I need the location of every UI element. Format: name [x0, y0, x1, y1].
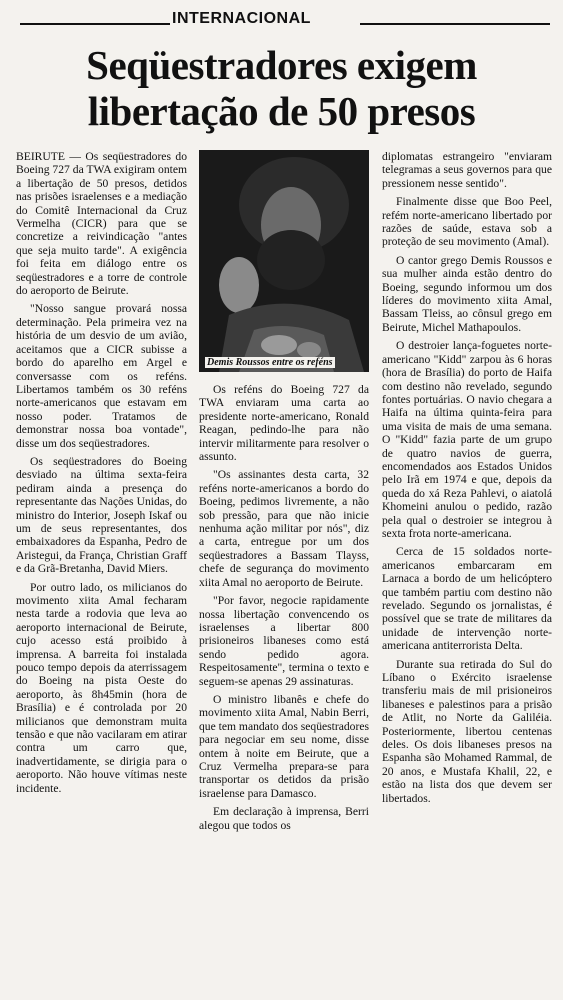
- article-column-3: [382, 150, 552, 810]
- paragraph: Os reféns do Boeing 727 da TWA enviaram uma carta ao presidente norte-americano, Ronald Reagan, pedindo-lhe para não intervir militarmente para resolver o assunto.: [199, 383, 369, 464]
- paragraph: Em declaração à imprensa, Berri alegou que todos os: [199, 805, 369, 832]
- paragraph: "Nosso sangue provará nossa determinação. Pela primeira vez na história de um desvio de um avião, aceitamos que a CICR subisse a bordo do aparelho em Argel e conversasse com os reféns. Libertamos também os 30 reféns norte-americanos que estavam em nosso poder. Tratamos de demonstrar nossa boa vontade", disse um dos seqüestradores.: [16, 302, 187, 450]
- paragraph: O ministro libanês e chefe do movimento xiita Amal, Nabin Berri, que tem mandato dos seqüestradores para negociar em seu nome, disse ontem à noite em Beirute, que a Cruz Vermelha prepara-se para transportar os detidos da prisão israelense para Damasco.: [199, 692, 369, 800]
- paragraph: Por outro lado, os milicianos do movimento xiita Amal fecharam nesta tarde a rodovia que leva ao aeroporto internacional de Beirute, cujo acesso está proibido à imprensa. A barreita foi instalada pouco tempo depois da aterrissagem do Boeing na pista Oeste do aeroporto, às 8h45min (hora de Brasília) e é controlada por 20 milicianos que demonstram muita tensão e que não vacilaram em atirar contra um carro que, inadvertidamente, se dirigia para o aeroporto. Não houve vítimas neste incidente.: [16, 580, 187, 795]
- paragraph: "Por favor, negocie rapidamente nossa libertação convencendo os israelenses a libertar 800 prisioneiros libaneses como está sendo pedido agora. Respeitosamente", termina o texto e seguem-se apenas 29 assinaturas.: [199, 594, 369, 688]
- article-column-1: [16, 150, 187, 800]
- section-header: [0, 10, 563, 32]
- paragraph: Cerca de 15 soldados norte-americanos embarcaram em Larnaca a bordo de um helicóptero que também partiu com destino não revelado. Segundo os jornalistas, é possível que se trate de militares da unidade de intervenção norte-americana antiterrorista Delta.: [382, 545, 552, 653]
- paragraph: Os seqüestradores do Boeing desviado na última sexta-feira pediram ainda a presença do representante das Nações Unidas, do ministro do Interior, Joseph Iskaf ou um de seus representantes, dos embaixadores da Espanha, Pedro de Aristegui, da França, Christian Graff e da Grã-Bretanha, David Miers.: [16, 454, 187, 576]
- headline-line-1: Seqüestradores exigem: [86, 42, 477, 88]
- paragraph: O cantor grego Demis Roussos e sua mulher ainda estão dentro do Boeing, segundo informou um dos líderes do movimento xiita Amal, Bassam Tleiss, ao cônsul grego em Beirute, Michel Mathapoulos.: [382, 253, 552, 334]
- section-label: INTERNACIONAL: [172, 10, 311, 27]
- photo-demis-roussos: [199, 150, 369, 372]
- photo-image: [199, 150, 369, 372]
- paragraph: Finalmente disse que Boo Peel, refém norte-americano libertado por razões de saúde, estava sob a proteção de seu movimento (Amal).: [382, 195, 552, 249]
- section-rule-left: [20, 23, 170, 25]
- paragraph: Durante sua retirada do Sul do Líbano o Exército israelense transferiu mais de mil prisioneiros libaneses e palestinos para a prisão de Atlit, no Norte da Galiléia. Posteriormente, libertou centenas deles. Os dois libaneses presos na Espanha são Mohamed Rammal, de 20 anos, e Mustafa Khalil, 22, e estão na lista dos que devem ser libertados.: [382, 657, 552, 805]
- paragraph: O destroier lança-foguetes norte-americano "Kidd" zarpou às 6 horas (hora de Brasília) do porto de Haifa com destino não revelado, segundo fontes portuárias. O navio chegara a Haifa na última quinta-feira para uma visita de mais de uma semana. O "Kidd" fazia parte de um grupo de quatro navios de guerra, encomendados aos Estados Unidos pelo Irã em 1974 e que, depois da queda do xá Reza Pahlevi, o aiatolá Khomeini anulou o pedido, razão pela qual o destroier se integrou à sexta frota norte-americana.: [382, 339, 552, 540]
- headline: [10, 42, 553, 134]
- article-column-2: [199, 383, 369, 837]
- section-rule-right: [360, 23, 550, 25]
- paragraph: "Os assinantes desta carta, 32 reféns norte-americanos a bordo do Boeing, pedimos livremente, a não sob pressão, para que não inicie nenhuma ação militar por nós", diz a carta, entregue por um dos seqüestradores a Bassam Tlayss, chefe de segurança do movimento xiita Amal no aeroporto de Beirute.: [199, 468, 369, 589]
- paragraph: BEIRUTE — Os seqüestradores do Boeing 727 da TWA exigiram ontem a libertação de 50 presos, detidos nas prisões israelenses e a mediação do Comitê Internacional da Cruz Vermelha (CICR) para que se concretize a reivindicação "antes que seja muito tarde". A exigência foi feita em diálogo entre os seqüestradores e a torre de controle do aeroporto de Beirute.: [16, 150, 187, 298]
- paragraph: diplomatas estrangeiro "enviaram telegramas a seus governos para que pressionem nesse sentido".: [382, 150, 552, 190]
- headline-line-2: libertação de 50 presos: [87, 88, 476, 134]
- photo-caption: Demis Roussos entre os reféns: [207, 357, 333, 368]
